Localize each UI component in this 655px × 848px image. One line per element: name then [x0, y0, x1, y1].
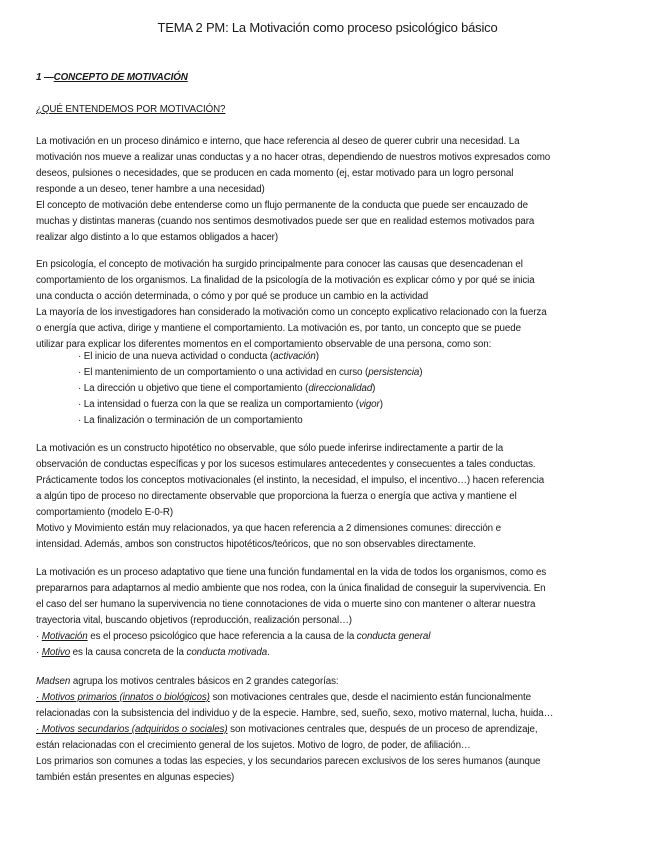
category-secondary: · Motivos secundarios (adquiridos o sociales) son motivaciones centrales que, después de un proceso de aprendizaje, — [36, 724, 538, 735]
paragraph-line: Los primarios son comunes a todas las especies, y los secundarios parecen exclusivos de los seres humanos (aunque — [36, 756, 541, 767]
paragraph-line: responde a un deseo, tener hambre a una necesidad) — [36, 184, 265, 195]
paragraph-line: el caso del ser humano la supervivencia no tiene connotaciones de vida o muerte sino con mantener o alterar nuestra — [36, 599, 536, 610]
paragraph-line: comportamiento (modelo E-0-R) — [36, 507, 174, 518]
paragraph-line: trayectoria vital, buscando objetivos (reproducción, realización personal…) — [36, 615, 352, 626]
definition-motivacion: · Motivación es el proceso psicológico que hace referencia a la causa de la conducta general — [36, 631, 431, 642]
document-title: TEMA 2 PM: La Motivación como proceso psicológico básico — [157, 20, 498, 35]
paragraph-line: observación de conductas específicas y por los sucesos estimulares antecedentes y consecuentes a tales conductas. — [36, 459, 536, 470]
section-number: 1 — — [36, 72, 54, 83]
paragraph-line: utilizar para explicar los diferentes momentos en el comportamiento observable de una persona, como son: — [36, 339, 492, 350]
paragraph-2 — [36, 257, 626, 353]
paragraph-line: también están presentes en algunas especies) — [36, 772, 235, 783]
section-heading — [36, 70, 626, 86]
paragraph-line: prepararnos para adaptarnos al medio ambiente que nos rodea, con la única finalidad de conseguir la supervivencia. En — [36, 583, 546, 594]
paragraph-line: En psicología, el concepto de motivación ha surgido principalmente para conocer las causas que desencadenan el — [36, 259, 523, 270]
paragraph-line: motivación nos mueve a realizar unas conductas y a no hacer otras, dependiendo de nuestros motivos expresados como — [36, 152, 551, 163]
paragraph-line: una conducta o acción determinada, o cómo y por qué se produce un cambio en la actividad — [36, 291, 429, 302]
paragraph-line: La motivación es un constructo hipotético no observable, que sólo puede inferirse indirectamente a partir de la — [36, 443, 504, 454]
paragraph-5 — [36, 674, 626, 786]
paragraph-4 — [36, 565, 626, 661]
bullet-list — [36, 349, 626, 429]
paragraph-line: están relacionadas con el crecimiento general de los sujetos. Motivo de logro, de poder, de afiliación… — [36, 740, 471, 751]
paragraph-3 — [36, 441, 626, 553]
paragraph-line: a algún tipo de proceso no directamente observable que proporciona la fuerza o energía que activa y mantiene el — [36, 491, 517, 502]
list-item: · La finalización o terminación de un comportamiento — [78, 415, 303, 426]
paragraph-1 — [36, 134, 626, 246]
paragraph-line: La motivación es un proceso adaptativo que tiene una función fundamental en la vida de todos los organismos, como es — [36, 567, 547, 578]
paragraph-line: relacionadas con la subsistencia del individuo y de la especie. Hambre, sed, sueño, sexo, motivo maternal, lucha, huida… — [36, 708, 554, 719]
category-primary: · Motivos primarios (innatos o biológicos) son motivaciones centrales que, desde el nacimiento están funcionalmente — [36, 692, 531, 703]
list-item: · El inicio de una nueva actividad o conducta (activación) — [78, 351, 319, 362]
list-item: · La intensidad o fuerza con la que se realiza un comportamiento (vigor) — [78, 399, 383, 410]
paragraph-line: Motivo y Movimiento están muy relacionados, ya que hacen referencia a 2 dimensiones comunes: dirección e — [36, 523, 501, 534]
madsen-intro: Madsen agrupa los motivos centrales básicos en 2 grandes categorías: — [36, 676, 339, 687]
paragraph-line: La motivación en un proceso dinámico e interno, que hace referencia al deseo de querer cubrir una necesidad. La — [36, 136, 520, 147]
paragraph-line: realizar algo distinto a lo que estamos obligados a hacer) — [36, 232, 278, 243]
section-title: CONCEPTO DE MOTIVACIÓN — [53, 72, 188, 83]
list-item: · La dirección u objetivo que tiene el comportamiento (direccionalidad) — [78, 383, 376, 394]
paragraph-line: intensidad. Además, ambos son constructos hipotéticos/teóricos, que no son observables directamente. — [36, 539, 476, 550]
paragraph-line: comportamiento de los organismos. La finalidad de la psicología de la motivación es explicar cómo y por qué se inicia — [36, 275, 535, 286]
paragraph-line: Prácticamente todos los conceptos motivacionales (el instinto, la necesidad, el impulso, el incentivo…) hacen referencia — [36, 475, 545, 486]
question-text: ¿QUÉ ENTENDEMOS POR MOTIVACIÓN? — [36, 104, 226, 115]
paragraph-line: muchas y distintas maneras (cuando nos sentimos desmotivados puede ser que en realidad estemos motivados para — [36, 216, 535, 227]
paragraph-line: deseos, pulsiones o necesidades, que se producen en cada momento (ej, estar motivado para un logro personal — [36, 168, 514, 179]
paragraph-line: La mayoría de los investigadores han considerado la motivación como un concepto explicativo relacionado con la fuerza — [36, 307, 547, 318]
section-question — [36, 102, 626, 118]
paragraph-line: El concepto de motivación debe entenderse como un flujo permanente de la conducta que puede ser encauzado de — [36, 200, 528, 211]
paragraph-line: o energía que activa, dirige y mantiene el comportamiento. La motivación es, por tanto, un concepto que se puede — [36, 323, 521, 334]
definition-motivo: · Motivo es la causa concreta de la conducta motivada. — [36, 647, 270, 658]
list-item: · El mantenimiento de un comportamiento o una actividad en curso (persistencia) — [78, 367, 423, 378]
